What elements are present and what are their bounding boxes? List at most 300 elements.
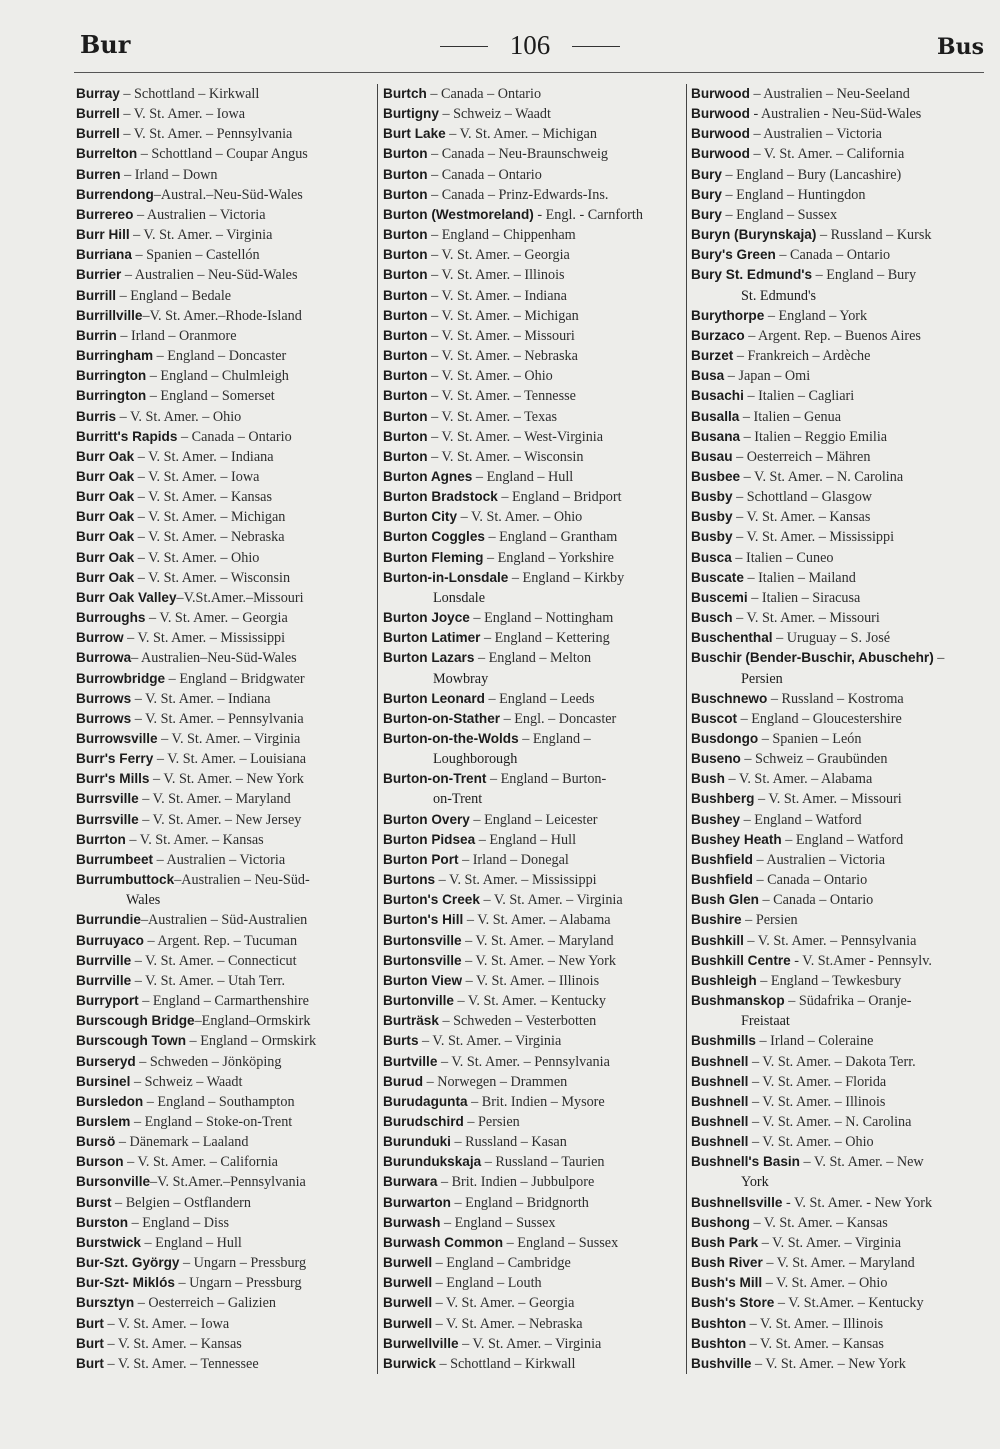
place-name: Burton View <box>383 972 463 988</box>
gazetteer-entry <box>383 386 681 406</box>
gazetteer-entry <box>76 245 372 265</box>
gazetteer-entry <box>691 467 987 487</box>
place-location: – Canada – Ontario <box>427 166 542 183</box>
place-location: – V. St. Amer. – Dakota Terr. <box>748 1053 916 1070</box>
place-location: – V. St. Amer. – Virginia <box>458 1335 602 1352</box>
place-location: – England – Leicester <box>469 811 598 828</box>
place-location: – V. St. Amer. – Kansas <box>125 831 264 848</box>
place-location-continuation: Mowbray <box>433 670 489 687</box>
place-location: – England – Kettering <box>480 630 610 647</box>
gazetteer-entry <box>691 789 987 809</box>
gazetteer-entry <box>383 931 681 951</box>
place-location: - Engl. - Carnforth <box>533 206 643 223</box>
gazetteer-entry <box>383 185 681 205</box>
place-name: Buryn (Burynskaja) <box>691 227 817 243</box>
place-location: – England – Kirkby <box>508 569 625 586</box>
place-location: – V. St. Amer. – West-Virginia <box>427 428 604 445</box>
place-location: – England – Melton <box>474 650 592 667</box>
place-location: – V. St. Amer. – Indiana <box>134 448 274 465</box>
gazetteer-entry <box>76 326 372 346</box>
place-location: – Irland – Coleraine <box>755 1033 874 1050</box>
place-location: – Brit. Indien – Mysore <box>467 1093 605 1110</box>
place-location: – England – Cambridge <box>432 1255 571 1272</box>
place-name: Burton Coggles <box>383 529 485 545</box>
place-location: – V. St. Amer. – Louisiana <box>153 751 307 768</box>
place-location: – Ungarn – Pressburg <box>174 1275 302 1292</box>
place-name: Bursledon <box>76 1093 144 1109</box>
place-location: – England – Sussex <box>440 1214 556 1231</box>
place-location: – England – Gloucestershire <box>737 710 902 727</box>
place-location: - V. St. Amer. - New York <box>782 1194 933 1211</box>
gazetteer-entry <box>691 628 987 648</box>
place-location: – V. St. Amer. – Indiana <box>131 690 271 707</box>
place-location: – V. St. Amer. – Nebraska <box>134 529 285 546</box>
place-location: – Norwegen – Drammen <box>423 1073 568 1090</box>
gazetteer-entry <box>76 1193 372 1213</box>
place-name: Burrton <box>76 831 126 847</box>
place-location: – Australien – Victoria <box>749 126 882 143</box>
place-name: Burrell <box>76 126 120 142</box>
place-name: Burt <box>76 1335 104 1351</box>
place-location: – Engl. – Doncaster <box>500 710 617 727</box>
page-number: 106 <box>440 30 620 61</box>
place-location: – England – York <box>764 307 868 324</box>
place-name: Bur-Szt. György <box>76 1255 180 1271</box>
gazetteer-entry <box>383 1273 681 1293</box>
place-location: – England – Southampton <box>143 1093 295 1110</box>
gazetteer-entry <box>383 265 681 285</box>
gazetteer-entry <box>691 1233 987 1253</box>
gazetteer-entry <box>383 1233 681 1253</box>
place-location: – England – Stoke-on-Trent <box>130 1113 293 1130</box>
place-location-continuation: Wales <box>126 892 161 909</box>
place-location: – V. St. Amer. – Ohio <box>457 509 583 526</box>
place-name: Burwellville <box>383 1335 459 1351</box>
place-name: Busalla <box>691 408 740 424</box>
place-location-continuation: Freistaat <box>741 1013 790 1030</box>
place-location-continuation: on-Trent <box>433 791 483 808</box>
place-location: – V. St. Amer. – Mississippi <box>732 529 895 546</box>
place-name: Buscate <box>691 569 744 585</box>
gazetteer-entry <box>76 749 372 769</box>
gazetteer-entry <box>383 144 681 164</box>
gazetteer-entry <box>691 527 987 547</box>
place-name: Bury <box>691 186 722 202</box>
gazetteer-entry <box>383 729 681 769</box>
place-name: Burwood <box>691 106 750 122</box>
place-location: – England – Bridgwater <box>165 670 305 687</box>
page-header <box>0 28 1000 68</box>
place-location: – V. St. Amer. – Illinois <box>427 267 565 284</box>
place-location-continuation: Persien <box>741 670 783 687</box>
gazetteer-entry <box>691 890 987 910</box>
place-location: - Australien - Neu-Süd-Wales <box>749 106 922 123</box>
place-location: – V. St. Amer. – Georgia <box>145 610 288 627</box>
place-location: - V. St.Amer - Pennsylv. <box>790 952 932 969</box>
gazetteer-entry <box>383 467 681 487</box>
place-name: Busby <box>691 529 733 545</box>
place-name: Burton (Westmoreland) <box>383 206 534 222</box>
place-name: Burud <box>383 1073 424 1089</box>
place-name: Burrville <box>76 952 132 968</box>
place-location: – V. St. Amer. – Mississippi <box>123 630 286 647</box>
gazetteer-entry <box>691 910 987 930</box>
gazetteer-entry <box>691 1314 987 1334</box>
gazetteer-entry <box>76 286 372 306</box>
place-name: Burt <box>76 1355 104 1371</box>
gazetteer-entry <box>76 830 372 850</box>
place-location: – V. St. Amer. – Missouri <box>427 327 575 344</box>
place-location: – Australien – Victoria <box>752 851 886 868</box>
gazetteer-entry <box>691 1031 987 1051</box>
gazetteer-entry <box>383 608 681 628</box>
gazetteer-entry <box>383 1152 681 1172</box>
gazetteer-entry <box>76 648 372 668</box>
gazetteer-entry <box>76 165 372 185</box>
gazetteer-entry <box>691 326 987 346</box>
place-location: – Canada – Ontario <box>758 892 874 909</box>
gazetteer-entry <box>691 1193 987 1213</box>
place-location: – England – Hull <box>475 831 577 848</box>
gazetteer-entry <box>691 245 987 265</box>
gazetteer-entry <box>383 245 681 265</box>
place-name: Busa <box>691 368 725 384</box>
gazetteer-entry <box>76 669 372 689</box>
place-location: – V. St. Amer. – Tennessee <box>103 1355 259 1372</box>
place-location: – V. St. Amer. – Virginia <box>758 1234 902 1251</box>
gazetteer-entry <box>383 689 681 709</box>
place-location: – England – Chippenham <box>427 227 576 244</box>
place-location: – Italien – Siracusa <box>747 589 861 606</box>
place-name: Burrendong <box>76 186 154 202</box>
gazetteer-entry <box>383 1253 681 1273</box>
place-location: – V. St. Amer. – Alabama <box>724 771 873 788</box>
place-name: Buschir (Bender-Buschir, Abuschehr) <box>691 650 934 666</box>
place-name: Burtville <box>383 1053 438 1069</box>
place-location: –V. St. Amer.–Rhode-Island <box>142 307 302 324</box>
place-name: Burrillville <box>76 307 143 323</box>
place-location: – V. St. Amer. – Missouri <box>732 610 880 627</box>
place-name: Busbee <box>691 468 741 484</box>
place-location: – V. St. Amer. – California <box>123 1154 278 1171</box>
place-name: Burton Bradstock <box>383 489 498 505</box>
column-3 <box>691 84 987 1374</box>
place-location: – V. St. Amer. – Ohio <box>427 368 553 385</box>
place-location: – V. St. Amer. – California <box>749 146 905 163</box>
gazetteer-entry <box>383 1334 681 1354</box>
gazetteer-entry <box>383 1172 681 1192</box>
place-location: – V. St. Amer. – Kansas <box>746 1335 884 1352</box>
gazetteer-entry <box>76 810 372 830</box>
place-name: Burwash Common <box>383 1234 504 1250</box>
place-name: Bushfield <box>691 872 753 888</box>
gazetteer-entry <box>691 548 987 568</box>
place-location: – Australien – Neu-Süd-Wales <box>121 267 298 284</box>
place-name: Bursonville <box>76 1174 151 1190</box>
gazetteer-entry <box>76 205 372 225</box>
place-name: Busana <box>691 428 741 444</box>
place-name: Burtonsville <box>383 932 462 948</box>
place-location: – Schottland – Kirkwall <box>119 86 260 102</box>
gazetteer-entry <box>691 1273 987 1293</box>
gazetteer-entry <box>691 487 987 507</box>
place-name: Burwell <box>383 1315 433 1331</box>
place-name: Buschnewo <box>691 690 768 706</box>
place-location: – V. St. Amer. – Iowa <box>103 1315 230 1332</box>
place-location: – England – Louth <box>432 1275 542 1292</box>
header-left-keyword: Bur <box>80 30 131 59</box>
place-name: Bushnellsville <box>691 1194 783 1210</box>
gazetteer-entry <box>383 165 681 185</box>
place-name: Burton City <box>383 509 458 525</box>
place-location: – V. St. Amer. – New <box>800 1154 924 1171</box>
gazetteer-entry <box>76 548 372 568</box>
gazetteer-entry <box>76 1172 372 1192</box>
place-name: Burrow <box>76 630 124 646</box>
place-location: – Südafrika – Oranje- <box>784 993 912 1010</box>
place-location: – V. St. Amer. – Ohio <box>134 549 260 566</box>
place-name: Burroughs <box>76 610 146 626</box>
place-name: Burton-on-Stather <box>383 710 501 726</box>
place-location: –V. St.Amer.–Pennsylvania <box>150 1174 306 1191</box>
gazetteer-entry <box>691 1092 987 1112</box>
place-location: – Schweden – Jönköping <box>135 1053 282 1070</box>
gazetteer-entry <box>383 407 681 427</box>
place-location: – Irland – Donegal <box>458 851 569 868</box>
place-name: Busca <box>691 549 732 565</box>
place-location: – Schweiz – Graubünden <box>740 751 888 768</box>
place-location: – England – Sussex <box>503 1234 619 1251</box>
place-name: Burton <box>383 448 428 464</box>
gazetteer-entry <box>383 286 681 306</box>
place-location: – England – Grantham <box>484 529 618 546</box>
gazetteer-entry <box>383 1132 681 1152</box>
place-name: Buseno <box>691 751 741 767</box>
gazetteer-entry <box>76 971 372 991</box>
place-name: Burton Joyce <box>383 610 470 626</box>
place-location: – V. St. Amer. – Virginia <box>129 227 273 244</box>
place-location: – England – Doncaster <box>153 348 287 365</box>
place-location: – V. St. Amer. – Ohio <box>748 1134 874 1151</box>
place-name: Burwood <box>691 86 750 101</box>
gazetteer-entry <box>383 487 681 507</box>
gazetteer-entry <box>76 346 372 366</box>
place-location: – V. St. Amer. – Maryland <box>138 791 291 808</box>
place-name: Burriana <box>76 247 132 263</box>
gazetteer-entry <box>691 830 987 850</box>
place-location: – England – Bridport <box>497 489 622 506</box>
gazetteer-entry <box>76 1334 372 1354</box>
place-location: – V. St. Amer. – Ohio <box>116 408 242 425</box>
place-name: Burwash <box>383 1214 441 1230</box>
gazetteer-entry <box>76 769 372 789</box>
place-name: Burton <box>383 227 428 243</box>
place-name: Burrumbeet <box>76 851 154 867</box>
place-name: Bushton <box>691 1335 747 1351</box>
gazetteer-entry <box>76 487 372 507</box>
gazetteer-entry <box>383 1092 681 1112</box>
place-location: – V. St.Amer. – Kentucky <box>774 1295 924 1312</box>
place-location: – England – Yorkshire <box>483 549 614 566</box>
gazetteer-entry <box>383 548 681 568</box>
place-name: Burwara <box>383 1174 438 1190</box>
place-name: Burtigny <box>383 106 439 122</box>
gazetteer-entry <box>76 1011 372 1031</box>
place-name: Burr Oak <box>76 448 135 464</box>
gazetteer-entry <box>383 769 681 809</box>
gazetteer-entry <box>76 1314 372 1334</box>
place-name: Busau <box>691 448 733 464</box>
place-name: Buschenthal <box>691 630 773 646</box>
place-name: Bushnell <box>691 1053 749 1069</box>
place-location: –England–Ormskirk <box>194 1013 311 1030</box>
place-name: Bush Park <box>691 1234 759 1250</box>
place-location: – <box>933 650 945 667</box>
gazetteer-entry <box>383 1213 681 1233</box>
place-name: Burrell <box>76 106 120 122</box>
gazetteer-entry <box>383 1052 681 1072</box>
place-location: – Canada – Ontario <box>752 872 868 889</box>
place-location: – V. St. Amer. – New Jersey <box>138 811 302 828</box>
place-location: – V. St. Amer. – Connecticut <box>131 952 297 969</box>
gazetteer-entry <box>76 729 372 749</box>
place-name: Burscough Bridge <box>76 1013 195 1029</box>
gazetteer-entry <box>691 165 987 185</box>
place-name: Burr Oak <box>76 468 135 484</box>
place-location: – England – Carmarthenshire <box>138 993 309 1010</box>
place-location: – Australien – Victoria <box>153 851 286 868</box>
place-location: – V. St. Amer. – Texas <box>427 408 558 425</box>
gazetteer-entry <box>383 427 681 447</box>
place-location: – V. St. Amer. – Illinois <box>462 972 600 989</box>
place-location: – England – Somerset <box>146 388 275 405</box>
gazetteer-entry <box>383 346 681 366</box>
place-name: Burr's Mills <box>76 771 150 787</box>
place-location: – Belgien – Ostflandern <box>111 1194 251 1211</box>
place-location: – England – Ormskirk <box>186 1033 317 1050</box>
header-rule <box>74 72 984 73</box>
gazetteer-entry <box>383 1112 681 1132</box>
place-name: Bushey Heath <box>691 831 782 847</box>
place-name: Bushton <box>691 1315 747 1331</box>
place-location: – V. St. Amer. – Mississippi <box>435 872 597 889</box>
gazetteer-entry <box>383 1354 681 1374</box>
gazetteer-entry <box>76 789 372 809</box>
gazetteer-entry <box>691 1132 987 1152</box>
place-location: – V. St. Amer. – Michigan <box>134 509 286 526</box>
gazetteer-entry <box>383 830 681 850</box>
place-location: – England – Watford <box>740 811 862 828</box>
place-location: – V. St. Amer. – Nebraska <box>427 348 578 365</box>
place-name: Burrowa <box>76 650 132 666</box>
gazetteer-entry <box>76 689 372 709</box>
gazetteer-entry <box>691 749 987 769</box>
place-name: Burwick <box>383 1355 436 1371</box>
gazetteer-entry <box>383 1314 681 1334</box>
place-name: Burrowsville <box>76 731 158 746</box>
gazetteer-entry <box>76 104 372 124</box>
place-name: Burton Overy <box>383 811 470 827</box>
gazetteer-entry <box>383 527 681 547</box>
place-location: – V. St. Amer. – Ohio <box>762 1275 888 1292</box>
gazetteer-entry <box>383 568 681 608</box>
gazetteer-entry <box>691 306 987 326</box>
gazetteer-entry <box>383 84 681 104</box>
gazetteer-entry <box>383 991 681 1011</box>
place-location: – England – Bury (Lancashire) <box>721 166 902 183</box>
gazetteer-entry <box>383 709 681 729</box>
place-name: Burwood <box>691 146 750 162</box>
place-location: – V. St. Amer. – Kansas <box>134 489 272 506</box>
gazetteer-entry <box>76 124 372 144</box>
place-name: Bushkill <box>691 932 744 948</box>
place-location: – V. St. Amer. – Missouri <box>754 791 902 808</box>
place-location: – Persien <box>463 1113 520 1130</box>
gazetteer-entry <box>383 850 681 870</box>
gazetteer-entry <box>383 124 681 144</box>
place-name: Bushnell <box>691 1134 749 1150</box>
gazetteer-entry <box>691 870 987 890</box>
gazetteer-entry <box>76 427 372 447</box>
place-name: Burrows <box>76 690 132 706</box>
gazetteer-entry <box>76 386 372 406</box>
place-location: – England – Leeds <box>484 690 595 707</box>
place-name: Burton <box>383 287 428 303</box>
gazetteer-entry <box>691 991 987 1031</box>
place-name: Burtons <box>383 872 436 888</box>
gazetteer-entry <box>691 225 987 245</box>
place-name: Burray <box>76 86 120 101</box>
place-location-continuation: Loughborough <box>433 751 518 768</box>
place-name: Burudagunta <box>383 1093 468 1109</box>
place-location: – Canada – Ontario <box>426 86 542 102</box>
gazetteer-entry <box>76 1092 372 1112</box>
place-location: – V. St. Amer. – Michigan <box>427 307 579 324</box>
gazetteer-entry <box>691 386 987 406</box>
gazetteer-entry <box>691 265 987 305</box>
place-name: Bury's Green <box>691 247 776 263</box>
place-location: – V. St. Amer. – Virginia <box>157 731 301 747</box>
gazetteer-entry <box>383 890 681 910</box>
gazetteer-entry <box>691 144 987 164</box>
place-name: Burryport <box>76 993 139 1009</box>
gazetteer-entry <box>76 225 372 245</box>
gazetteer-entry <box>76 1293 372 1313</box>
place-name: Burunduki <box>383 1134 451 1150</box>
place-location: – V. St. Amer. – Wisconsin <box>134 569 291 586</box>
gazetteer-entry <box>76 407 372 427</box>
gazetteer-entry <box>691 366 987 386</box>
place-location: – Australien–Neu-Süd-Wales <box>131 650 297 667</box>
gazetteer-entry <box>76 306 372 326</box>
place-location: – Russland – Kostroma <box>767 690 904 707</box>
place-name: Burrelton <box>76 146 138 162</box>
gazetteer-entry <box>76 628 372 648</box>
place-location: – England – Nottingham <box>469 610 614 627</box>
place-location: – England – <box>518 731 591 747</box>
gazetteer-entry <box>76 1072 372 1092</box>
place-location: –Australien – Süd-Australien <box>140 912 308 929</box>
place-name: Burtch <box>383 86 427 101</box>
place-name: Burton <box>383 186 428 202</box>
place-name: Busby <box>691 489 733 505</box>
place-location: – Frankreich – Ardèche <box>733 348 871 365</box>
place-name: Burton <box>383 166 428 182</box>
place-location: – V. St. Amer. – Virginia <box>479 892 623 909</box>
place-name: Burrereo <box>76 206 134 222</box>
gazetteer-entry <box>76 507 372 527</box>
place-location: – Schweden – Vesterbotten <box>438 1013 597 1030</box>
